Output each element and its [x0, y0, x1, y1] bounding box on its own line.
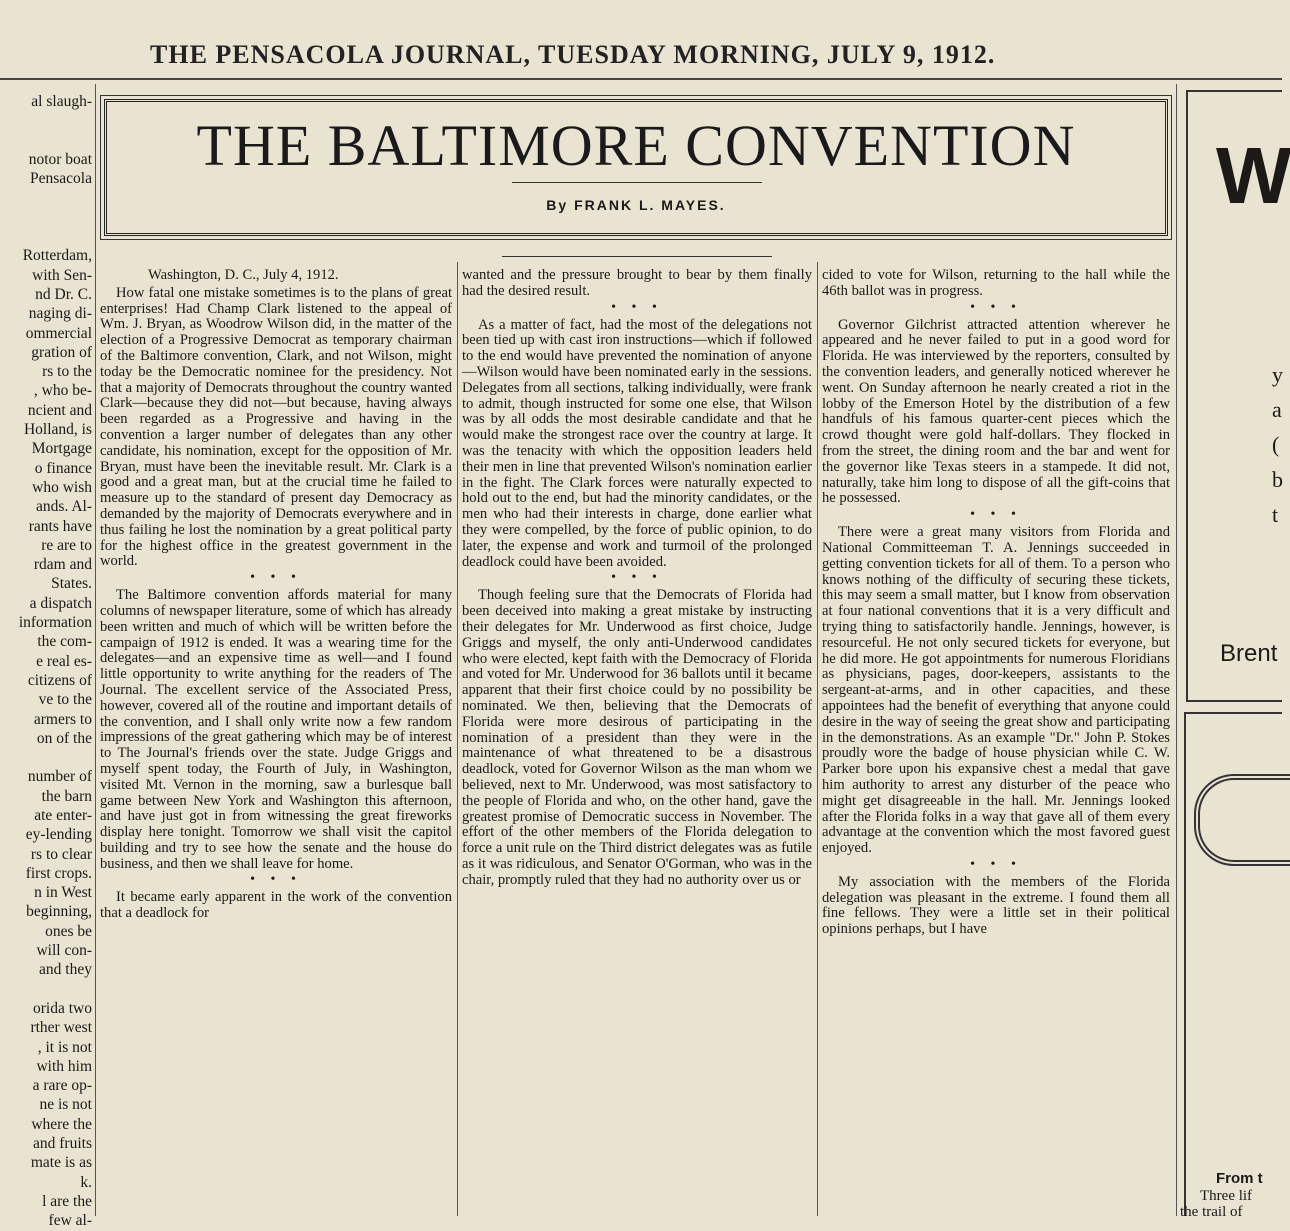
fragment-line: rs to clear	[30, 845, 92, 863]
headline: THE BALTIMORE CONVENTION	[196, 113, 1076, 178]
paragraph: The Baltimore convention affords material for many columns of newspaper literature, some of which has already been written and much of which will be written before the campaign of 1912 is ended. It was a wearing time for the delegates—and an expensive time as well—and I found little opportunity to write anything for the readers of The Journal. The excellent service of the Associated Press, however, covered all of the routine and important details of the convention, and I shall only write now a few random impressions of the great gathering which may be of interest to The Journal's friends over the state. Judge Griggs and myself spent today, the Fourth of July, in Washington, visited Mt. Vernon in the morning, saw a burlesque ball game between New York and Washington this afternoon, and have just got in from witnessing the great fireworks display here tonight. Tomorrow we shall visit the capitol building and try to see how the senate and the house do business, and then we shall leave for home.	[100, 587, 452, 872]
fragment-line: k.	[80, 1173, 92, 1191]
ad-text-fragment: From t	[1216, 1170, 1263, 1187]
paragraph: There were a great many visitors from Florida and National Committeeman T. A. Jennings succeeded in getting convention tickets for all of them. To a person who knows nothing of the difficulty of securing these tickets, this may seem a small matter, but I know from observation at four national conventions that it is a very difficult and trying thing to satisfactorily handle. Jennings, however, is resourceful. He not only secured tickets for everyone, but he did more. He got appointments for numerous Floridians as physicians, pages, door-keepers, assistants to the sergeant-at-arms, and in other capacities, and these appointees had the benefit of everything that anyone could desire in the way of seeing the great show and participating in the demonstrations. As an example "Dr." John P. Stokes proudly wore the badge of house physician while C. W. Parker bore upon his expansive chest a medal that gave him authority to arrest any disturber of the peace who might get disagreeable in the hall. Mr. Jennings looked after the Florida folks in a way that gave all of them every advantage at the convention which the most favored guest enjoyed.	[822, 524, 1170, 857]
fragment-line: re are to	[41, 536, 92, 554]
fragment-line	[0, 980, 92, 999]
ad-text-fragment: t	[1272, 502, 1279, 527]
section-break: • • •	[970, 507, 1022, 523]
fragment-line: ey-lending	[25, 826, 92, 844]
fragment-line: Rotterdam,	[22, 247, 92, 265]
fragment-line: al slaugh-	[31, 93, 92, 110]
paragraph: It became early apparent in the work of the convention that a deadlock for	[100, 889, 452, 922]
fragment-line	[0, 131, 92, 150]
section-break: • • •	[970, 299, 1022, 315]
fragment-line	[0, 188, 92, 207]
column-divider	[817, 262, 818, 1216]
paragraph: How fatal one mistake sometimes is to the plans of great enterprises! Had Champ Clark listened to the appeal of Wm. J. Bryan, as Woodrow Wilson did, in the matter of the election of a Progressive Democrat as temporary chairman of the Baltimore convention, Clark, and not Wilson, might today be the Democratic nominee for the presidency. Not that a majority of Democrats throughout the country wanted Clark—because they did not—but because, having always been regarded as a Progressive and having in the convention a larger number of delegates than any other candidate, his nomination, except for the opposition of Mr. Bryan, must have been the inevitable result. Mr. Clark is a good and a great man, but at the crucial time he failed to measure up to the standard of present day Democracy as demanded by the majority of Democrats everywhere and in thus failing he lost the nomination by a great political party for the highest office in the greatest government in the world.	[100, 284, 452, 570]
ad-headline-fragment: W	[1216, 131, 1288, 220]
section-break: • • •	[611, 570, 663, 586]
fragment-line: the barn	[41, 787, 92, 805]
fragment-line: notor boat	[28, 150, 92, 168]
fragment-line: a dispatch	[29, 594, 92, 612]
advertisement-box-lower	[1180, 712, 1282, 1220]
fragment-line: ate enter-	[34, 806, 92, 824]
fragment-line: , who be-	[33, 382, 92, 400]
column-divider	[95, 84, 96, 1216]
section-rule	[502, 256, 772, 257]
ad-text-fragment: b	[1272, 467, 1283, 492]
ad-text-fragment: a	[1272, 397, 1282, 422]
masthead-rule	[0, 78, 1282, 80]
fragment-line: mate is as	[30, 1154, 92, 1172]
fragment-line: armers to	[33, 710, 92, 728]
ad-text-fragment: (	[1272, 432, 1280, 457]
fragment-line: citizens of	[27, 671, 92, 689]
fragment-line	[0, 748, 92, 767]
fragment-line: , it is not	[37, 1038, 92, 1056]
fragment-line: nd Dr. C.	[35, 285, 92, 303]
article-column-1	[100, 268, 452, 1216]
dateline: Washington, D. C., July 4, 1912.	[148, 267, 339, 283]
fragment-line: gration of	[31, 343, 92, 361]
fragment-line: rants have	[28, 517, 92, 535]
ad-brand-fragment: Brent	[1220, 640, 1278, 667]
fragment-line: States.	[51, 575, 92, 593]
fragment-line: first crops.	[25, 864, 92, 882]
ad-text-fragment: Three lif	[1200, 1188, 1253, 1204]
fragment-line: Holland, is	[23, 421, 92, 439]
fragment-line: ones be	[45, 922, 92, 940]
paragraph: Governor Gilchrist attracted attention wherever he appeared and he never failed to put in a good word for Florida. He was interviewed by the reporters, consulted by the convention leaders, and generally noticed wherever he went. On Sunday afternoon he nearly created a riot in the lobby of the Emerson Hotel by the distribution of a few handfuls of his famous quarter-cent pieces which the crowd thought were gold half-dollars. They flocked in from the street, the dining room and the bar and went for the governor like Texas steers in a stampede. It did not, naturally, take him long to dispose of all the gift-coins that he possessed.	[822, 316, 1170, 507]
headline-box	[104, 99, 1168, 236]
paragraph: wanted and the pressure brought to bear by them finally had the desired result.	[462, 267, 812, 299]
fragment-line: with him	[36, 1057, 92, 1075]
left-fragment-column	[0, 92, 92, 1230]
fragment-line: rs to the	[42, 363, 92, 381]
masthead: THE PENSACOLA JOURNAL, TUESDAY MORNING, JULY 9, 1912.	[150, 40, 996, 69]
fragment-line: and they	[39, 961, 92, 979]
fragment-line: naging di-	[28, 305, 92, 323]
fragment-line	[0, 111, 92, 130]
fragment-line: ne is not	[39, 1096, 92, 1114]
fragment-line: beginning,	[26, 903, 92, 921]
ad-text-fragment: y	[1272, 362, 1283, 387]
section-break: • • •	[250, 570, 302, 586]
section-break: • • •	[250, 872, 302, 888]
fragment-line: will con-	[36, 942, 92, 960]
fragment-line: with Sen-	[32, 266, 92, 284]
ornament-icon	[1194, 774, 1290, 866]
fragment-line: and fruits	[33, 1135, 92, 1153]
fragment-line	[0, 208, 92, 227]
paragraph: cided to vote for Wilson, returning to the hall while the 46th ballot was in progress.	[822, 267, 1170, 299]
paragraph: Though feeling sure that the Democrats of Florida had been deceived into making a great mistake by instructing their delegates for Mr. Underwood as first choice, Judge Griggs and myself, the only anti-Underwood candidates who were elected, kept faith with the Democracy of Florida and voted for Mr. Underwood for 36 ballots until it became apparent that their first choice could by no possibility be nominated. We then, believing that the Democrats of Florida were more desirous of participating in the nomination of a president than they were in the maintenance of what threatened to be a disastrous deadlock, voted for Governor Wilson as the man whom we believed, next to Mr. Underwood, was most satisfactory to the people of Florida and who, on the other hand, gave the greatest promise of Democratic success in November. The effort of the other members of the Florida delegation to force a unit rule on the Third district delegates was as futile as it was ridiculous, and Senator O'Gorman, who was in the chair, promptly ruled that they had no authority over us or	[462, 587, 812, 888]
fragment-line: l are the	[42, 1192, 92, 1210]
fragment-line: Mortgage	[31, 440, 92, 458]
byline: By FRANK L. MAYES.	[546, 197, 726, 213]
fragment-line: e real es-	[36, 652, 92, 670]
fragment-line: ncient and	[27, 401, 92, 419]
fragment-line: where the	[31, 1115, 92, 1133]
fragment-line: ands. Al-	[36, 498, 92, 516]
fragment-line: information	[18, 614, 92, 632]
section-break: • • •	[970, 856, 1022, 872]
fragment-line: ve to the	[38, 691, 92, 709]
fragment-line: few al-	[48, 1212, 92, 1230]
fragment-line: the com-	[37, 633, 92, 651]
fragment-line: on of the	[36, 729, 92, 747]
article-column-3	[822, 268, 1170, 1216]
paragraph: My association with the members of the Florida delegation was pleasant in the extreme. I found them all fine fellows. They were a little set in their political opinions perhaps, but I have	[822, 873, 1170, 938]
fragment-line: rther west	[30, 1019, 92, 1037]
byline-rule	[512, 182, 762, 183]
fragment-line: Pensacola	[30, 170, 92, 188]
fragment-line: orida two	[33, 999, 92, 1017]
fragment-line: n in West	[34, 884, 92, 902]
fragment-line: rdam and	[33, 556, 92, 574]
advertisement-box	[1186, 90, 1288, 702]
fragment-line	[0, 227, 92, 246]
section-break: • • •	[611, 299, 663, 315]
fragment-line: ommercial	[25, 324, 92, 342]
article-column-2	[462, 268, 812, 1216]
fragment-line: a rare op-	[32, 1077, 92, 1095]
fragment-line: who wish	[32, 478, 92, 496]
ad-text-fragment: the trail of	[1180, 1204, 1243, 1220]
fragment-line: number of	[27, 768, 92, 786]
fragment-line: o finance	[34, 459, 92, 477]
column-divider	[1176, 84, 1177, 1216]
column-divider	[457, 262, 458, 1216]
paragraph: As a matter of fact, had the most of the delegations not been tied up with cast iron instructions—which if followed to the end would have prevented the nomination of anyone—Wilson would have been nominated early in the sessions. Delegates from all sections, talking individually, were frank to admit, though instructed for some one else, that Wilson was by all odds the most desirable candidate and that he would make the strongest race over the country at large. It was the tenacity with which the opposition leaders held their men in line that prevented Wilson's nomination earlier in the fight. The Clark forces were naturally expected to hold out to the end, but had the minority candidates, or the men who had their interests in charge, done earlier what they were compelled, by the force of public opinion, to do later, the expense and work and turmoil of the prolonged deadlock could have been avoided.	[462, 316, 812, 570]
